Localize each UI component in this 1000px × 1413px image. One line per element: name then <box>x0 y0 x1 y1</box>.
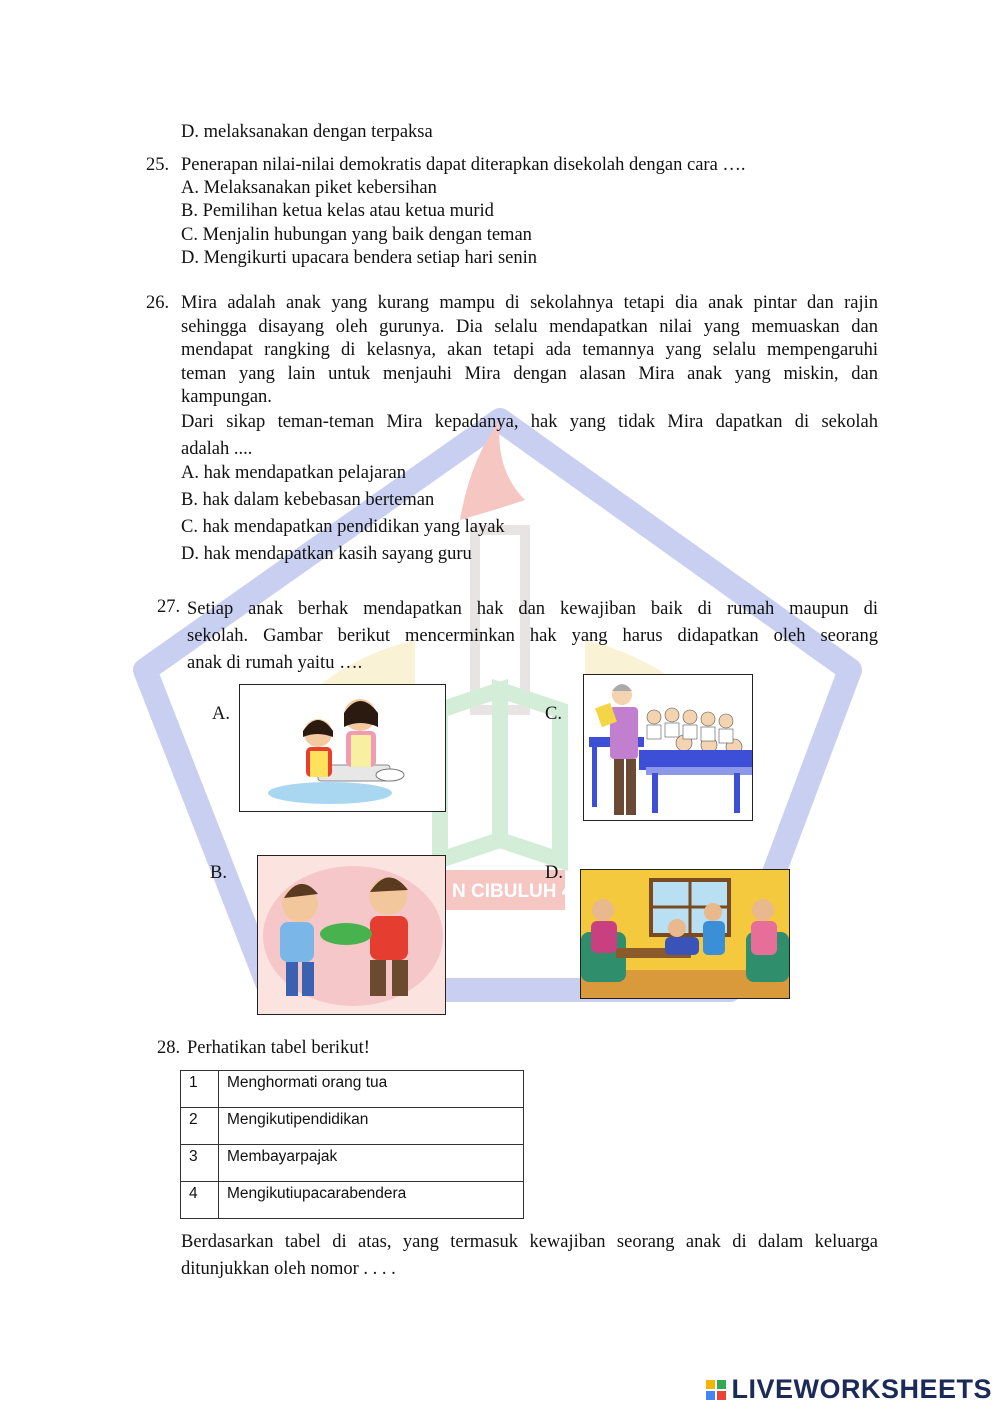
table-cell-text: Membayarpajak <box>219 1145 524 1182</box>
classroom-teacher-illustration <box>584 675 752 820</box>
table-cell-number: 2 <box>181 1108 219 1145</box>
q27-label-a[interactable]: A. <box>212 704 230 724</box>
q26-option-c[interactable]: C. hak mendapatkan pendidikan yang layak <box>181 517 505 537</box>
table-row <box>181 1145 524 1182</box>
q27-label-d[interactable]: D. <box>545 863 563 883</box>
q28-question-line1: Berdasarkan tabel di atas, yang termasuk kewajiban seorang anak di dalam keluarga <box>181 1232 878 1252</box>
q26-option-b[interactable]: B. hak dalam kebebasan berteman <box>181 490 435 510</box>
q27-label-c[interactable]: C. <box>545 704 562 724</box>
q25-option-a[interactable]: A. Melaksanakan piket kebersihan <box>181 178 437 198</box>
q27-label-b[interactable]: B. <box>210 863 227 883</box>
q26-stem-line: sehingga disayang oleh gurunya. Dia selalu mendapatkan nilai yang memuaskan dan <box>181 316 878 337</box>
liveworksheets-logo[interactable] <box>706 1374 992 1405</box>
q28-question-line2: ditunjukkan oleh nomor . . . . <box>181 1259 396 1279</box>
table-cell-text: Mengikutipendidikan <box>219 1108 524 1145</box>
q28-stem: Perhatikan tabel berikut! <box>187 1038 370 1058</box>
q27-image-d[interactable] <box>580 869 790 999</box>
table-row <box>181 1071 524 1108</box>
q26-stem-last: kampungan. <box>181 387 272 407</box>
family-at-home-illustration <box>581 870 789 998</box>
table-cell-text: Menghormati orang tua <box>219 1071 524 1108</box>
liveworksheets-badge-icon <box>706 1380 726 1400</box>
q27-image-c[interactable] <box>583 674 753 821</box>
q26-option-a[interactable]: A. hak mendapatkan pelajaran <box>181 463 406 483</box>
q26-question-line2: adalah .... <box>181 439 253 459</box>
q27-image-a[interactable] <box>239 684 446 812</box>
table-row <box>181 1108 524 1145</box>
table-cell-number: 1 <box>181 1071 219 1108</box>
q28-number: 28. <box>157 1038 181 1058</box>
q26-stem-line: teman yang lain untuk menjauhi Mira dengan alasan Mira anak yang miskin, dan <box>181 363 878 384</box>
q25-stem: Penerapan nilai-nilai demokratis dapat diterapkan disekolah dengan cara …. <box>181 155 746 175</box>
q25-option-b[interactable]: B. Pemilihan ketua kelas atau ketua murid <box>181 201 494 221</box>
q26-option-d[interactable]: D. hak mendapatkan kasih sayang guru <box>181 544 472 564</box>
q26-question-line1: Dari sikap teman-teman Mira kepadanya, hak yang tidak Mira dapatkan di sekolah <box>181 412 878 432</box>
kids-fighting-illustration <box>258 856 445 1014</box>
q25-number: 25. <box>146 155 170 175</box>
q28-table <box>180 1070 524 1219</box>
q24-option-d[interactable]: D. melaksanakan dengan terpaksa <box>181 122 433 142</box>
q26-stem-line: mendapat rangking di kelasnya, akan tetapi ada temannya yang selalu mempengaruhi <box>181 340 878 360</box>
liveworksheets-brand-text: LIVEWORKSHEETS <box>731 1374 992 1404</box>
q26-stem-line: Mira adalah anak yang kurang mampu di sekolahnya tetapi dia anak pintar dan rajin <box>181 293 878 313</box>
q27-stem-line: sekolah. Gambar berikut mencerminkan hak yang harus didapatkan oleh seorang <box>187 626 878 646</box>
q27-stem-line: Setiap anak berhak mendapatkan hak dan kewajiban baik di rumah maupun di <box>187 599 878 619</box>
table-cell-text: Mengikutiupacarabendera <box>219 1182 524 1219</box>
q27-image-b[interactable] <box>257 855 446 1015</box>
q26-number: 26. <box>146 293 170 313</box>
kids-washing-dishes-illustration <box>240 685 445 811</box>
table-cell-number: 4 <box>181 1182 219 1219</box>
q27-stem-last: anak di rumah yaitu …. <box>187 653 363 673</box>
q25-option-d[interactable]: D. Mengikurti upacara bendera setiap hari senin <box>181 248 537 268</box>
q25-option-c[interactable]: C. Menjalin hubungan yang baik dengan teman <box>181 225 532 245</box>
q27-number: 27. <box>157 597 181 617</box>
table-row <box>181 1182 524 1219</box>
table-cell-number: 3 <box>181 1145 219 1182</box>
watermark-school-text: N CIBULUH 4 <box>452 881 573 902</box>
